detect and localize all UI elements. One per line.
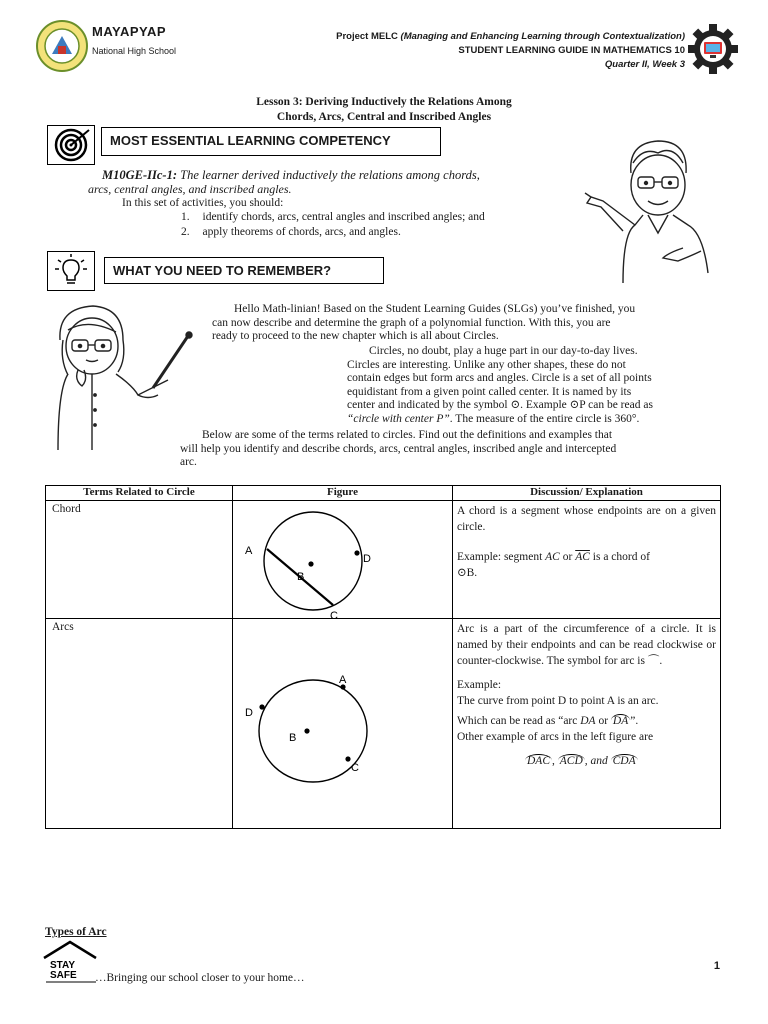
label-b: B	[289, 732, 297, 744]
label-c: C	[351, 762, 359, 774]
arc-acd: ACD	[559, 755, 583, 767]
center-point-b	[308, 561, 313, 566]
table-row	[46, 501, 721, 619]
quarter-label: Quarter II, Week 3	[604, 59, 685, 70]
label-b: B	[297, 571, 305, 583]
chord-example-suffix: is a chord of	[589, 551, 650, 563]
chord-circle	[264, 512, 362, 610]
para1-line3: ready to proceed to the new chapter which is all about Circles.	[212, 330, 499, 342]
gear-logo-icon	[688, 24, 738, 74]
chord-diagram	[233, 501, 451, 622]
remember-heading: WHAT YOU NEED TO REMEMBER?	[104, 257, 384, 284]
objective-item	[181, 225, 401, 240]
circle-measure-text: . The measure of the entire circle is 360°.	[449, 412, 640, 425]
objective-num: 2.	[181, 226, 190, 238]
chord-figure	[233, 501, 453, 622]
arcs-figure	[233, 619, 453, 829]
competency-code: M10GE-IIc-1:	[102, 168, 177, 182]
stay-safe-logo	[42, 940, 98, 986]
objectives-intro: In this set of activities, you should:	[122, 197, 284, 209]
lesson-title-line1: Lesson 3: Deriving Inductively the Relations Among	[256, 96, 512, 108]
competency-text-a: The learner derived inductively the relations among chords,	[177, 168, 480, 182]
para3-line1: Below are some of the terms related to circles. Find out the definitions and examples that	[202, 429, 613, 441]
arc-example-line: The curve from point D to point A is an arc.	[457, 695, 659, 707]
chord-example-prefix: Example: segment	[457, 551, 546, 563]
para1-line1: Hello Math-linian! Based on the Student Learning Guides (SLGs) you’ve finished, you	[234, 303, 636, 315]
para2-line6	[347, 413, 720, 427]
para1-line2: can now describe and determine the graph of a polynomial function. With this, you are	[212, 316, 611, 329]
terms-table	[45, 485, 721, 829]
terms-paragraph	[180, 429, 720, 470]
arc-dac: DAC	[527, 755, 550, 767]
point-d	[354, 550, 359, 555]
arc-list-and: , and	[584, 755, 611, 767]
arc-da-symbol: DA	[612, 715, 629, 727]
segment-ac: AC	[545, 551, 560, 563]
student-illustration	[38, 300, 198, 450]
arc-other-examples: Other example of arcs in the left figure are	[457, 731, 654, 743]
footer-slogan: …Bringing our school closer to your home…	[95, 972, 305, 984]
label-d: D	[363, 553, 371, 565]
para2-line2: Circles are interesting. Unlike any other shapes, these do not	[347, 358, 626, 371]
school-subtitle: National High School	[92, 46, 177, 56]
arc-read-prefix: Which can be read as “arc	[457, 715, 581, 727]
competency-heading: MOST ESSENTIAL LEARNING COMPETENCY	[101, 127, 441, 156]
arc-read-as	[457, 713, 716, 729]
objective-text: apply theorems of chords, arcs, and angles.	[202, 226, 401, 238]
header-figure: Figure	[233, 486, 453, 501]
para2-line3: contain edges but form arcs and angles. Circle is a set of all points	[347, 372, 652, 384]
arc-list-comma: ,	[552, 755, 558, 767]
arc-definition	[457, 621, 716, 669]
school-logo	[36, 20, 88, 72]
teacher-illustration	[583, 133, 718, 283]
arcs-diagram	[233, 619, 451, 825]
target-icon	[47, 125, 95, 165]
school-name: MAYAPYAP	[92, 24, 167, 39]
arc-cda: CDA	[612, 755, 636, 767]
project-name: (Managing and Enhancing Learning through Contextualization)	[400, 31, 685, 42]
arc-read-end: ”.	[630, 715, 639, 727]
circles-paragraph	[347, 345, 720, 426]
term-chord: Chord	[46, 501, 233, 619]
project-prefix: Project MELC	[336, 31, 401, 42]
chord-discussion	[453, 501, 721, 619]
label-d: D	[245, 707, 253, 719]
arc-definition-text: Arc is a part of the circumference of a circle. It is named by their endpoints and can be read clockwise or counter-clockwise. The symbol for arc is	[457, 623, 716, 667]
page-number: 1	[713, 960, 720, 972]
competency-statement	[102, 168, 572, 182]
header-discussion: Discussion/ Explanation	[453, 486, 721, 501]
objective-text: identify chords, arcs, central angles and inscribed angles; and	[202, 211, 485, 223]
segment-ac-overline: $\overline{AC}$	[575, 551, 590, 563]
objective-item	[181, 210, 485, 225]
arc-example-heading: Example:	[457, 679, 502, 691]
safe-text: SAFE	[50, 970, 77, 981]
term-arcs: Arcs	[46, 619, 233, 829]
center-point-b	[304, 728, 309, 733]
intro-paragraph	[212, 303, 720, 344]
competency-text-b: arcs, central angles, and inscribed angles.	[88, 182, 292, 196]
para2-line4: equidistant from a given point called center. It is named by its	[347, 385, 632, 398]
arc-example-list	[457, 753, 716, 769]
table-row	[46, 619, 721, 829]
header-terms: Terms Related to Circle	[46, 486, 233, 501]
chord-definition: A chord is a segment whose endpoints are on a given circle.	[457, 505, 716, 533]
table-header-row	[46, 486, 721, 501]
arcs-discussion	[453, 619, 721, 829]
lesson-title	[0, 95, 768, 125]
point-d	[259, 704, 264, 709]
chord-example-circle: ⊙B.	[457, 567, 478, 579]
arc-da: DA	[580, 715, 596, 727]
chord-example-or: or	[559, 551, 576, 563]
para3-line2: will help you identify and describe chords, arcs, central angles, inscribed angle and intercepted	[180, 442, 617, 455]
label-a: A	[339, 674, 347, 686]
arc-definition-end: .	[659, 655, 663, 667]
stay-text: STAY	[50, 960, 76, 971]
label-a: A	[245, 545, 253, 557]
types-of-arc-heading: Types of Arc	[45, 926, 107, 938]
para3-line3: arc.	[180, 456, 197, 468]
chord-example	[457, 549, 716, 565]
circle-with-center-text: “circle with center P”	[347, 412, 450, 425]
arc-symbol: ⌒	[647, 655, 660, 667]
label-c: C	[330, 610, 338, 622]
guide-title: STUDENT LEARNING GUIDE IN MATHEMATICS 10	[458, 45, 685, 56]
lightbulb-icon	[47, 251, 95, 291]
para2-line1: Circles, no doubt, play a huge part in our day-to-day lives.	[369, 345, 638, 357]
objective-num: 1.	[181, 211, 190, 223]
para2-line5: center and indicated by the symbol ⊙. Example ⊙P can be read as	[347, 399, 653, 411]
point-c	[345, 756, 350, 761]
lesson-title-line2: Chords, Arcs, Central and Inscribed Angles	[276, 111, 492, 123]
arc-read-or: or	[595, 715, 611, 727]
project-header	[336, 30, 685, 72]
